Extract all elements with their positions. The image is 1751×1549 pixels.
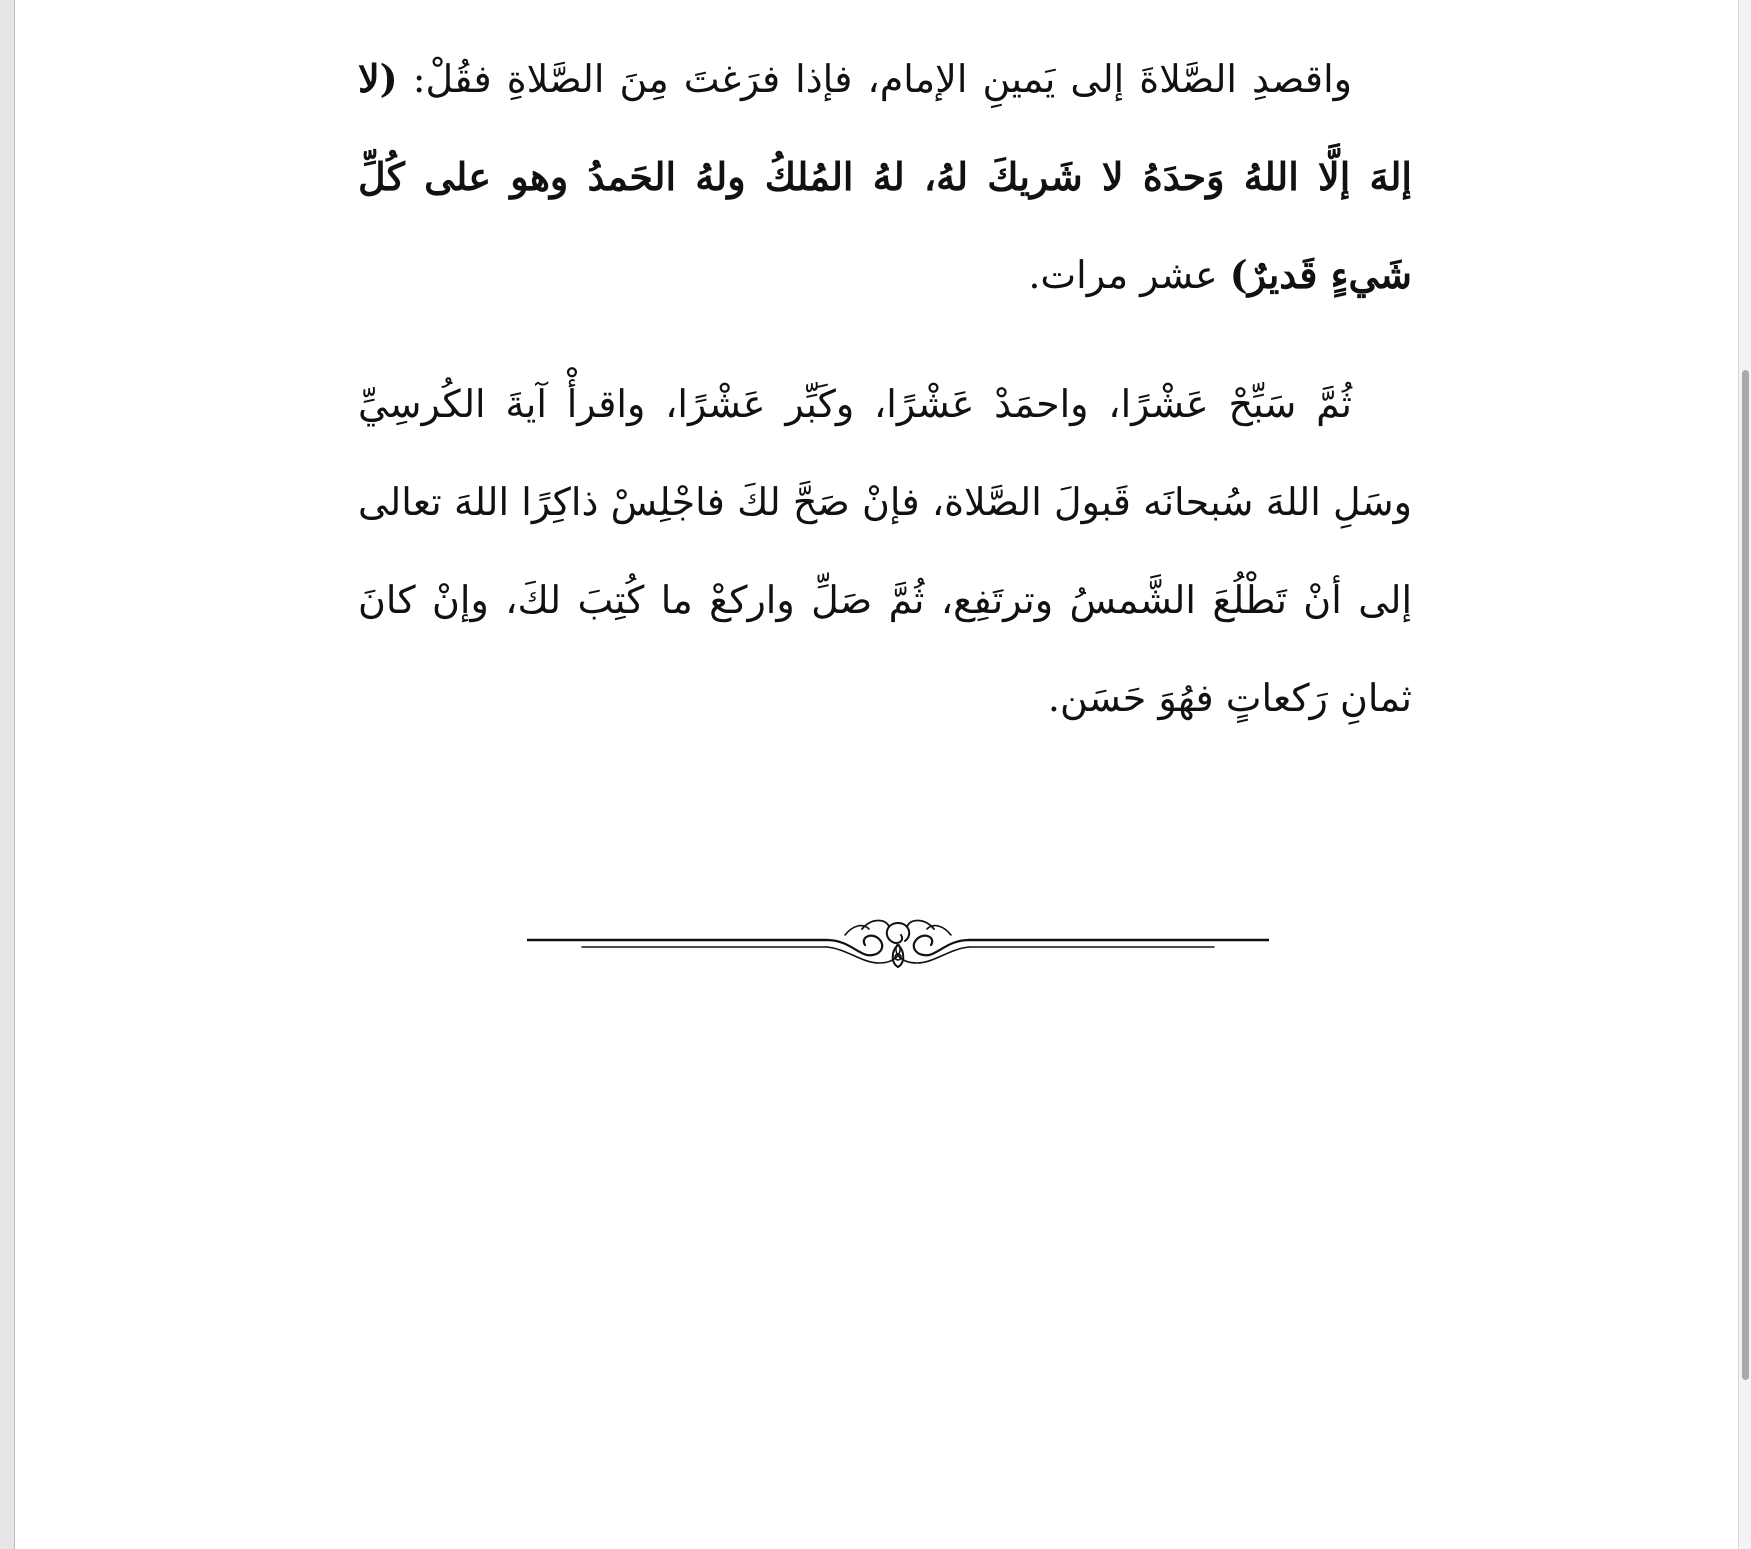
- paragraph-2-text: ثُمَّ سَبِّحْ عَشْرًا، واحمَدْ عَشْرًا، وكَبِّر عَشْرًا، واقرأْ آيةَ الكُرسِيِّ وسَلِ اللهَ سُبحانَه قَبولَ الصَّلاة، فإنْ صَحَّ لكَ فاجْلِسْ ذاكِرًا اللهَ تعالى إلى أنْ تَطْلُعَ الشَّمسُ وترتَفِع، ثُمَّ صَلِّ واركعْ ما كُتِبَ لكَ، وإنْ كانَ ثمانِ رَكعاتٍ فهُوَ حَسَن.: [358, 382, 1412, 720]
- scrollbar-thumb[interactable]: [1742, 370, 1749, 1380]
- paragraph-2: [358, 355, 1412, 747]
- paragraph-1: [358, 30, 1412, 324]
- vertical-scrollbar[interactable]: [1738, 0, 1751, 1549]
- paragraph-1-suffix: عشر مرات.: [1028, 253, 1230, 297]
- paragraph-1-intro: واقصدِ الصَّلاةَ إلى يَمينِ الإمام، فإذا فرَغتَ مِنَ الصَّلاةِ فقُلْ:: [397, 57, 1352, 101]
- viewer-left-border: [0, 0, 15, 1549]
- paragraph-1-dhikr: (لا إلهَ إلَّا اللهُ وَحدَهُ لا شَريكَ لهُ، لهُ المُلكُ ولهُ الحَمدُ وهو على كُلِّ شَيءٍ قَديرٌ): [358, 56, 1412, 297]
- paragraph-1-text: [358, 30, 1412, 324]
- document-page: [15, 0, 1737, 1549]
- decorative-divider-icon: [527, 905, 1269, 975]
